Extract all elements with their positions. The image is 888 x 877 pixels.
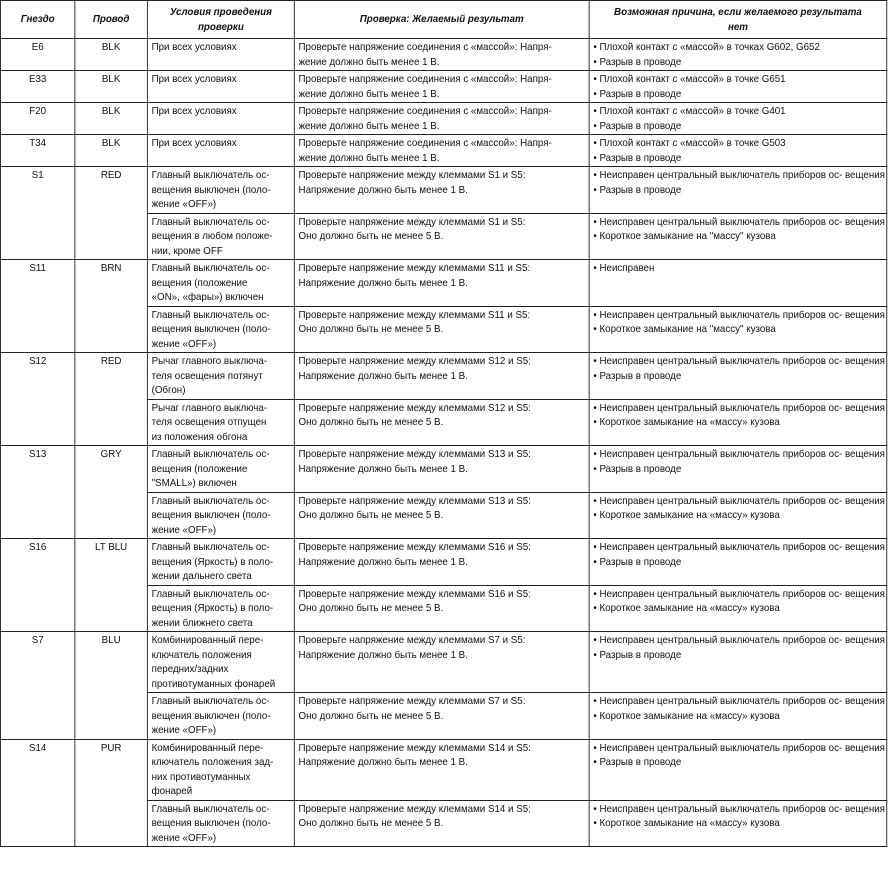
cause-item: • Неисправен центральный выключатель приборов ос- вещения (593, 695, 885, 707)
cause-cell (589, 260, 887, 307)
table-row (0, 167, 886, 214)
cause-cell (589, 800, 887, 847)
condition-cell: При всех условиях (147, 39, 294, 71)
cause-cell (589, 492, 887, 539)
wire-cell: BRN (75, 260, 148, 353)
wire-cell: BLK (75, 103, 148, 135)
check-cell: Проверьте напряжение между клеммами S14 и S5: Напряжение должно быть менее 1 В. (294, 739, 589, 800)
cause-cell (589, 353, 887, 400)
cause-item: • Неисправен центральный выключатель приборов ос- вещения (593, 587, 885, 600)
cause-item: • Неисправен центральный выключатель приборов ос- вещения (593, 494, 885, 507)
wire-cell: BLU (75, 632, 148, 740)
cause-item: • Разрыв в проводе (593, 183, 682, 196)
cause-item: • Разрыв в проводе (593, 369, 682, 382)
table-row (0, 739, 886, 800)
condition-cell: Главный выключатель ос- вещения (положение "SMALL») включен (147, 446, 294, 493)
cause-item: • Неисправен центральный выключатель приборов ос- вещения (593, 634, 885, 646)
socket-cell: S13 (0, 446, 74, 539)
cause-cell (589, 213, 887, 260)
cause-item: • Разрыв в проводе (593, 87, 682, 100)
condition-cell: Главный выключатель ос- вещения выключен (поло- жение «OFF») (147, 492, 294, 539)
socket-cell: S11 (0, 260, 74, 353)
condition-cell: Главный выключатель ос- вещения в любом положе- нии, кроме OFF (147, 213, 294, 260)
socket-cell: S1 (0, 167, 74, 260)
check-cell: Проверьте напряжение между клеммами S16 и S5: Напряжение должно быть менее 1 В. (294, 539, 589, 586)
socket-cell: S14 (0, 739, 74, 847)
cause-cell (589, 693, 887, 740)
cause-cell (589, 71, 887, 103)
wire-cell: BLK (75, 39, 148, 71)
check-cell: Проверьте напряжение соединения с «массой»: Напря- жение должно быть менее 1 В. (294, 135, 589, 167)
header-wire: Провод (75, 1, 148, 39)
cause-item: • Короткое замыкание на «массу» кузова (593, 509, 780, 521)
socket-cell: E6 (0, 39, 74, 71)
check-cell: Проверьте напряжение соединения с «массой»: Напря- жение должно быть менее 1 В. (294, 39, 589, 71)
wire-cell: RED (75, 353, 148, 446)
wire-cell: PUR (75, 739, 148, 847)
cause-item: • Короткое замыкание на «массу» кузова (593, 817, 780, 829)
condition-cell: Рычаг главного выключа- теля освещения потянут (Обгон) (147, 353, 294, 400)
cause-item: • Разрыв в проводе (593, 462, 682, 475)
cause-item: • Разрыв в проводе (593, 119, 682, 132)
table-row (0, 39, 886, 71)
header-cause: Возможная причина, если желаемого результата нет (589, 1, 887, 39)
table-row (0, 353, 886, 400)
table-row (0, 260, 886, 307)
check-cell: Проверьте напряжение между клеммами S11 и S5: Напряжение должно быть менее 1 В. (294, 260, 589, 307)
check-cell: Проверьте напряжение между клеммами S13 и S5: Напряжение должно быть менее 1 В. (294, 446, 589, 493)
cause-item: • Короткое замыкание на «массу» кузова (593, 602, 780, 614)
cause-item: • Плохой контакт с «массой» в точках G602, G652 (593, 41, 820, 53)
cause-item: • Неисправен центральный выключатель приборов ос- вещения (593, 401, 885, 414)
table-body (0, 39, 886, 847)
socket-cell: S7 (0, 632, 74, 740)
check-cell: Проверьте напряжение соединения с «массой»: Напря- жение должно быть менее 1 В. (294, 103, 589, 135)
cause-item: • Неисправен центральный выключатель приборов ос- вещения (593, 308, 885, 321)
check-cell: Проверьте напряжение между клеммами S14 и S5: Оно должно быть не менее 5 В. (294, 800, 589, 847)
condition-cell: Главный выключатель ос- вещения (Яркость) в поло- жении дальнего света (147, 539, 294, 586)
check-cell: Проверьте напряжение между клеммами S1 и S5: Напряжение должно быть менее 1 В. (294, 167, 589, 214)
cause-cell (589, 167, 887, 214)
condition-cell: Комбинированный пере- ключатель положения зад- них противотуманных фонарей (147, 739, 294, 800)
wire-cell: RED (75, 167, 148, 260)
header-conditions: Условия проведения проверки (147, 1, 294, 39)
cause-item: • Неисправен центральный выключатель приборов ос- вещения (593, 169, 885, 181)
check-cell: Проверьте напряжение между клеммами S12 и S5: Напряжение должно быть менее 1 В. (294, 353, 589, 400)
cause-cell (589, 539, 887, 586)
cause-item: • Неисправен (593, 262, 655, 274)
cause-item: • Неисправен центральный выключатель приборов ос- вещения (593, 448, 885, 460)
cause-cell (589, 446, 887, 493)
cause-item: • Разрыв в проводе (593, 756, 682, 768)
condition-cell: Рычаг главного выключа- теля освещения отпущен из положения обгона (147, 399, 294, 446)
cause-item: • Короткое замыкание на «массу» кузова (593, 709, 780, 722)
cause-item: • Короткое замыкание на "массу" кузова (593, 230, 776, 242)
wire-cell: BLK (75, 71, 148, 103)
check-cell: Проверьте напряжение между клеммами S13 и S5: Оно должно быть не менее 5 В. (294, 492, 589, 539)
cause-cell (589, 632, 887, 693)
condition-cell: При всех условиях (147, 71, 294, 103)
cause-cell (589, 585, 887, 632)
wire-cell: GRY (75, 446, 148, 539)
wire-cell: BLK (75, 135, 148, 167)
table-header-row (0, 1, 886, 39)
cause-item: • Неисправен центральный выключатель приборов ос- вещения (593, 541, 885, 553)
cause-item: • Неисправен центральный выключатель приборов ос- вещения (593, 355, 885, 367)
header-socket: Гнездо (0, 1, 74, 39)
cause-cell (589, 306, 887, 353)
condition-cell: Главный выключатель ос- вещения выключен (поло- жение «OFF») (147, 306, 294, 353)
cause-item: • Разрыв в проводе (593, 555, 682, 568)
cause-item: • Короткое замыкание на «массу» кузова (593, 416, 780, 428)
cause-item: • Неисправен центральный выключатель приборов ос- вещения (593, 802, 885, 815)
cause-cell (589, 103, 887, 135)
table-row (0, 71, 886, 103)
check-cell: Проверьте напряжение между клеммами S11 и S5: Оно должно быть не менее 5 В. (294, 306, 589, 353)
header-check: Проверка: Желаемый результат (294, 1, 589, 39)
condition-cell: При всех условиях (147, 135, 294, 167)
check-cell: Проверьте напряжение между клеммами S7 и S5: Оно должно быть не менее 5 В. (294, 693, 589, 740)
condition-cell: Главный выключатель ос- вещения выключен (поло- жение «OFF») (147, 167, 294, 214)
cause-item: • Разрыв в проводе (593, 648, 682, 661)
condition-cell: Комбинированный пере- ключатель положения передних/задних противотуманных фонарей (147, 632, 294, 693)
check-cell: Проверьте напряжение между клеммами S12 и S5: Оно должно быть не менее 5 В. (294, 399, 589, 446)
cause-cell (589, 399, 887, 446)
cause-cell (589, 39, 887, 71)
check-cell: Проверьте напряжение между клеммами S7 и S5: Напряжение должно быть менее 1 В. (294, 632, 589, 693)
socket-cell: T34 (0, 135, 74, 167)
cause-item: • Короткое замыкание на "массу" кузова (593, 323, 776, 335)
condition-cell: Главный выключатель ос- вещения (положение «ON», «фары») включен (147, 260, 294, 307)
socket-cell: E33 (0, 71, 74, 103)
cause-item: • Плохой контакт с «массой» в точке G651 (593, 73, 786, 85)
socket-cell: S12 (0, 353, 74, 446)
cause-item: • Плохой контакт с «массой» в точке G503 (593, 137, 786, 149)
table-row (0, 632, 886, 693)
check-cell: Проверьте напряжение между клеммами S1 и S5: Оно должно быть не менее 5 В. (294, 213, 589, 260)
condition-cell: При всех условиях (147, 103, 294, 135)
table-row (0, 446, 886, 493)
cause-item: • Неисправен центральный выключатель приборов ос- вещения (593, 741, 885, 754)
socket-cell: S16 (0, 539, 74, 632)
cause-item: • Плохой контакт с «массой» в точке G401 (593, 105, 786, 117)
wire-cell: LT BLU (75, 539, 148, 632)
condition-cell: Главный выключатель ос- вещения выключен (поло- жение «OFF») (147, 693, 294, 740)
cause-cell (589, 135, 887, 167)
table-row (0, 103, 886, 135)
check-cell: Проверьте напряжение соединения с «массой»: Напря- жение должно быть менее 1 В. (294, 71, 589, 103)
table-row (0, 539, 886, 586)
cause-item: • Разрыв в проводе (593, 55, 682, 68)
check-cell: Проверьте напряжение между клеммами S16 и S5: Оно должно быть не менее 5 В. (294, 585, 589, 632)
cause-item: • Разрыв в проводе (593, 151, 682, 164)
condition-cell: Главный выключатель ос- вещения выключен (поло- жение «OFF») (147, 800, 294, 847)
socket-cell: F20 (0, 103, 74, 135)
table-row (0, 135, 886, 167)
cause-item: • Неисправен центральный выключатель приборов ос- вещения (593, 215, 885, 228)
condition-cell: Главный выключатель ос- вещения (Яркость) в поло- жении ближнего света (147, 585, 294, 632)
cause-cell (589, 739, 887, 800)
